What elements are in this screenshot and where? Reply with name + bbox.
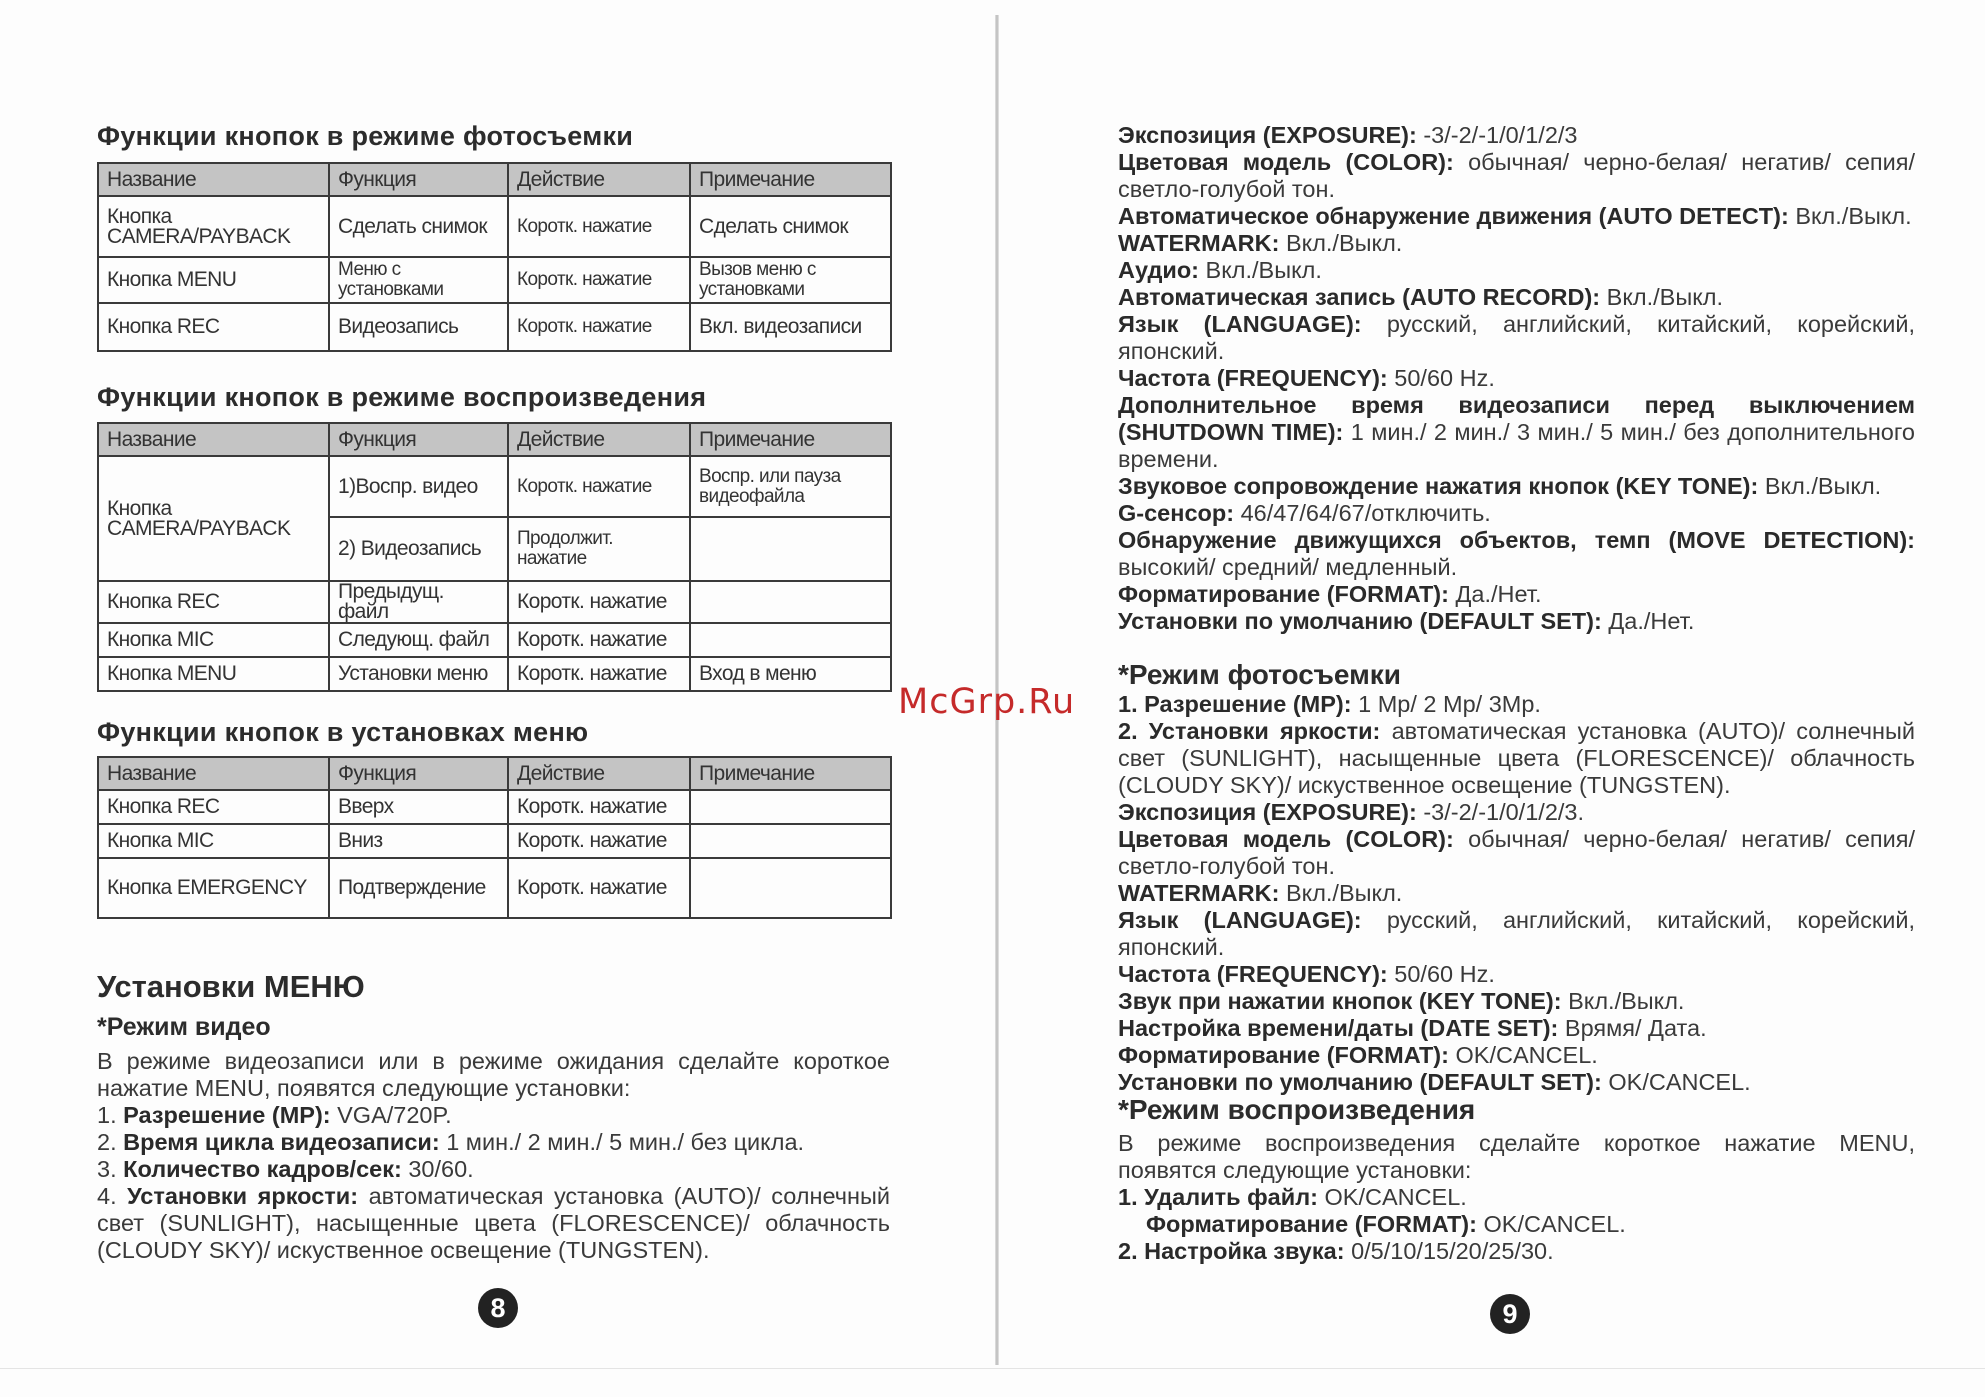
table-header-row — [98, 423, 891, 456]
list-item: Экспозиция (EXPOSURE): -3/-2/-1/0/1/2/3. — [1118, 799, 1585, 825]
header-action: Действие — [508, 423, 690, 456]
header-function: Функция — [329, 163, 508, 196]
table-cell: Кнопка REC — [98, 303, 329, 351]
table-cell: Кнопка CAMERA/PAYBACK — [98, 456, 329, 581]
list-item: Установки по умолчанию (DEFAULT SET): OK/CANCEL. — [1118, 1069, 1751, 1095]
table-cell: Коротк. нажатие — [508, 196, 690, 257]
table-row — [98, 790, 891, 824]
playback-buttons-table — [97, 422, 892, 692]
list-item: Экспозиция (EXPOSURE): -3/-2/-1/0/1/2/3 — [1118, 122, 1578, 148]
table-cell: Вход в меню — [690, 657, 891, 691]
header-name: Название — [98, 423, 329, 456]
table-cell: Кнопка MENU — [98, 657, 329, 691]
page-number: 8 — [478, 1288, 518, 1328]
list-item: Автоматическая запись (AUTO RECORD): Вкл./Выкл. — [1118, 284, 1723, 310]
list-item: 3. Количество кадров/сек: 30/60. — [97, 1156, 474, 1182]
table-cell: Подтверждение — [329, 858, 508, 918]
table-cell: Меню с установками — [329, 257, 508, 303]
table-cell: Кнопка REC — [98, 581, 329, 623]
table-cell: Продолжит. нажатие — [508, 517, 690, 581]
table-cell: Кнопка CAMERA/PAYBACK — [98, 196, 329, 257]
watermark: McGrp.Ru — [898, 682, 1076, 722]
table-cell: Воспр. или пауза видеофайла — [690, 456, 891, 517]
list-item: 2. Время цикла видеозаписи: 1 мин./ 2 мин./ 5 мин./ без цикла. — [97, 1129, 805, 1155]
table-cell: Вниз — [329, 824, 508, 858]
list-item: 2. Настройка звука: 0/5/10/15/20/25/30. — [1118, 1238, 1554, 1264]
table-cell: Кнопка EMERGENCY — [98, 858, 329, 918]
table-cell: Предыдущ. файл — [329, 581, 508, 623]
list-item: Цветовая модель (COLOR): обычная/ черно-белая/ негатив/ сепия/ светло-голубой тон. — [1118, 149, 1916, 202]
table-cell — [690, 824, 891, 858]
table-header-row — [98, 757, 891, 790]
list-item: G-сенсор: 46/47/64/67/отключить. — [1118, 500, 1491, 526]
list-item: Цветовая модель (COLOR): обычная/ черно-белая/ негатив/ сепия/ светло-голубой тон. — [1118, 826, 1916, 879]
table-cell: Коротк. нажатие — [508, 824, 690, 858]
table-cell: Коротк. нажатие — [508, 257, 690, 303]
table-cell: Сделать снимок — [690, 196, 891, 257]
table-cell — [690, 517, 891, 581]
playback-intro: В режиме воспроизведения сделайте короткое нажатие MENU, появятся следующие установки: — [1118, 1130, 1915, 1183]
table-row — [98, 456, 891, 517]
table-cell: Кнопка MIC — [98, 623, 329, 657]
header-note: Примечание — [690, 757, 891, 790]
playback-buttons-title: Функции кнопок в режиме воспроизведения — [97, 382, 707, 412]
table-cell: Видеозапись — [329, 303, 508, 351]
list-item: Настройка времени/даты (DATE SET): Врямя/ Дата. — [1118, 1015, 1707, 1041]
header-name: Название — [98, 757, 329, 790]
list-item: Частота (FREQUENCY): 50/60 Hz. — [1118, 961, 1495, 987]
list-item: 1. Разрешение (MP): 1 Mp/ 2 Mp/ 3Mp. — [1118, 691, 1541, 717]
table-cell: Кнопка REC — [98, 790, 329, 824]
header-function: Функция — [329, 757, 508, 790]
header-note: Примечание — [690, 423, 891, 456]
photo-settings-list — [1118, 691, 1915, 1096]
table-cell: 2) Видеозапись — [329, 517, 508, 581]
list-item: Форматирование (FORMAT): Да./Нет. — [1118, 581, 1542, 607]
table-cell: Кнопка MENU — [98, 257, 329, 303]
video-intro: В режиме видеозаписи или в режиме ожидания сделайте короткое нажатие MENU, появятся следующие установки: — [97, 1048, 890, 1101]
photo-buttons-title: Функции кнопок в режиме фотосъемки — [97, 121, 634, 151]
list-item: Обнаружение движущихся объектов, темп (MOVE DETECTION): высокий/ средний/ медленный. — [1118, 527, 1915, 580]
table-cell: Следующ. файл — [329, 623, 508, 657]
right-page — [1000, 0, 1985, 1397]
table-row — [98, 858, 891, 918]
list-item: WATERMARK: Вкл./Выкл. — [1118, 230, 1403, 256]
table-row — [98, 824, 891, 858]
table-cell — [690, 581, 891, 623]
table-cell: Вверх — [329, 790, 508, 824]
table-row — [98, 581, 891, 623]
header-action: Действие — [508, 163, 690, 196]
table-row — [98, 257, 891, 303]
table-cell: Коротк. нажатие — [508, 303, 690, 351]
table-header-row — [98, 163, 891, 196]
header-function: Функция — [329, 423, 508, 456]
table-cell: Кнопка MIC — [98, 824, 329, 858]
list-item: Частота (FREQUENCY): 50/60 Hz. — [1118, 365, 1495, 391]
header-name: Название — [98, 163, 329, 196]
table-cell: Вкл. видеозаписи — [690, 303, 891, 351]
list-item: 4. Установки яркости: автоматическая установка (AUTO)/ солнечный свет (SUNLIGHT), насыщенные цвета (FLORESCENCE)/ облачность (CLOUDY SKY)/ искуственное освещение (TUNGSTEN). — [97, 1183, 890, 1263]
table-cell: Коротк. нажатие — [508, 657, 690, 691]
left-page — [0, 0, 992, 1397]
table-row — [98, 657, 891, 691]
table-row — [98, 303, 891, 351]
header-action: Действие — [508, 757, 690, 790]
page-number: 9 — [1490, 1294, 1530, 1334]
header-note: Примечание — [690, 163, 891, 196]
table-cell — [690, 790, 891, 824]
table-cell: Коротк. нажатие — [508, 581, 690, 623]
table-row — [98, 623, 891, 657]
menu-buttons-title: Функции кнопок в установках меню — [97, 717, 589, 747]
list-item: Аудио: Вкл./Выкл. — [1118, 257, 1322, 283]
video-settings-list — [1118, 122, 1915, 635]
table-cell: 1)Воспр. видео — [329, 456, 508, 517]
menu-buttons-table — [97, 756, 892, 919]
list-item: Форматирование (FORMAT): OK/CANCEL. — [1118, 1042, 1598, 1068]
list-item: 1. Удалить файл: OK/CANCEL. — [1118, 1184, 1467, 1210]
list-item: Язык (LANGUAGE): русский, английский, китайский, корейский, японский. — [1118, 311, 1915, 364]
video-mode-text — [97, 1048, 890, 1264]
table-cell — [690, 858, 891, 918]
list-item: Дополнительное время видеозаписи перед выключением (SHUTDOWN TIME): 1 мин./ 2 мин./ 3 мин./ 5 мин./ без дополнительного времени. — [1118, 392, 1916, 472]
table-cell: Сделать снимок — [329, 196, 508, 257]
settings-heading: Установки МЕНЮ — [97, 969, 365, 1004]
list-item: Звук при нажатии кнопок (KEY TONE): Вкл./Выкл. — [1118, 988, 1685, 1014]
playback-mode-heading: *Режим воспроизведения — [1118, 1094, 1476, 1125]
list-item: Язык (LANGUAGE): русский, английский, китайский, корейский, японский. — [1118, 907, 1915, 960]
list-item: WATERMARK: Вкл./Выкл. — [1118, 880, 1403, 906]
list-item: 2. Установки яркости: автоматическая установка (AUTO)/ солнечный свет (SUNLIGHT), насыщенные цвета (FLORESCENCE)/ облачность (CLOUDY SKY)/ искуственное освещение (TUNGSTEN). — [1118, 718, 1915, 798]
list-item: Автоматическое обнаружение движения (AUTO DETECT): Вкл./Выкл. — [1118, 203, 1912, 229]
list-item: Форматирование (FORMAT): OK/CANCEL. — [1146, 1211, 1626, 1237]
video-mode-heading: *Режим видео — [97, 1013, 271, 1041]
table-cell: Установки меню — [329, 657, 508, 691]
list-item: Звуковое сопровождение нажатия кнопок (KEY TONE): Вкл./Выкл. — [1118, 473, 1882, 499]
playback-settings-list — [1118, 1130, 1915, 1265]
table-cell: Коротк. нажатие — [508, 456, 690, 517]
photo-buttons-table — [97, 162, 892, 352]
photo-mode-heading: *Режим фотосъемки — [1118, 659, 1402, 690]
table-cell: Вызов меню с установками — [690, 257, 891, 303]
list-item: 1. Разрешение (MP): VGA/720P. — [97, 1102, 452, 1128]
table-cell — [690, 623, 891, 657]
list-item: Установки по умолчанию (DEFAULT SET): Да./Нет. — [1118, 608, 1695, 634]
table-row — [98, 196, 891, 257]
table-cell: Коротк. нажатие — [508, 623, 690, 657]
table-cell: Коротк. нажатие — [508, 858, 690, 918]
table-cell: Коротк. нажатие — [508, 790, 690, 824]
